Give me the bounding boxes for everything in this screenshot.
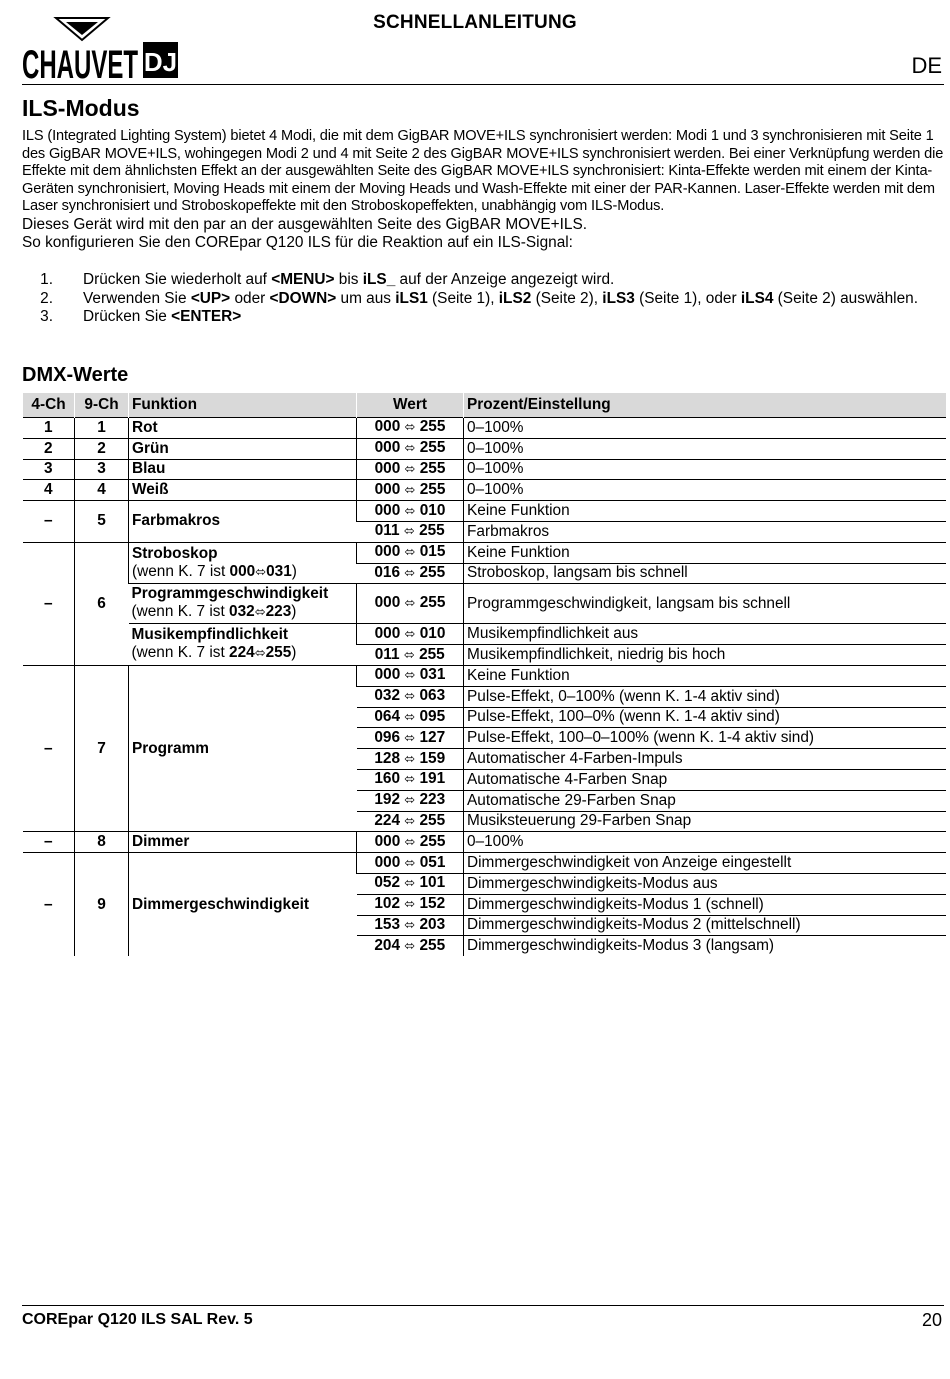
- value-to: 010: [419, 501, 446, 519]
- setting-cell: 0–100%: [464, 480, 947, 501]
- step-number: 2.: [40, 289, 53, 307]
- setting-cell: 0–100%: [464, 438, 947, 459]
- range-arrow-icon: ⬄: [404, 751, 416, 767]
- setting-cell: Musiksteuerung 29-Farben Snap: [464, 811, 947, 832]
- value-to: 255: [419, 563, 446, 581]
- step-number: 3.: [40, 308, 53, 326]
- function-cell: [129, 459, 357, 480]
- range-arrow-icon: ⬄: [404, 793, 416, 809]
- range-arrow-icon: ⬄: [404, 461, 416, 477]
- function-label: Blau: [132, 460, 166, 478]
- value-range-cell: [357, 936, 464, 956]
- channel-9ch-cell: 3: [75, 459, 129, 480]
- value-to: 223: [419, 791, 446, 809]
- value-range-cell: [357, 811, 464, 832]
- value-from: 000: [374, 853, 401, 871]
- value-to: 255: [419, 480, 446, 498]
- table-row: [23, 501, 947, 522]
- value-from: 064: [374, 707, 401, 725]
- value-from: 000: [374, 439, 401, 457]
- condition-to: 031: [266, 562, 292, 580]
- range-arrow-icon: ⬄: [404, 596, 416, 612]
- table-row: [23, 584, 947, 624]
- header-divider: [22, 84, 944, 85]
- channel-9ch-cell: 4: [75, 480, 129, 501]
- value-from: 000: [374, 480, 401, 498]
- value-range-cell: [357, 584, 464, 624]
- dmx-table-header: [23, 393, 947, 418]
- function-cell: [129, 480, 357, 501]
- channel-4ch-cell: –: [23, 832, 75, 853]
- range-arrow-icon: ⬄: [404, 897, 416, 913]
- value-to: 255: [419, 439, 446, 457]
- function-cell: [129, 438, 357, 459]
- condition-close: ): [291, 644, 297, 662]
- table-row: [23, 480, 947, 501]
- table-row: [23, 853, 947, 874]
- value-to: 095: [419, 707, 446, 725]
- page-number: 20: [921, 1310, 942, 1330]
- table-row: [23, 418, 947, 439]
- step-2: [22, 290, 944, 309]
- function-condition: [132, 563, 297, 580]
- table-row: [23, 624, 947, 645]
- setting-cell: 0–100%: [464, 832, 947, 853]
- value-from: 011: [374, 645, 400, 663]
- dmx-heading: DMX-Werte: [22, 364, 129, 386]
- setting-cell: Dimmergeschwindigkeits-Modus 1 (schnell): [464, 894, 947, 915]
- function-cell: [129, 832, 357, 853]
- function-label: Dimmer: [132, 833, 190, 851]
- setting-cell: Pulse-Effekt, 0–100% (wenn K. 1-4 aktiv sind): [464, 686, 947, 707]
- channel-9ch-cell: 1: [75, 418, 129, 439]
- step-1: [22, 271, 944, 290]
- range-arrow-icon: ⬄: [404, 482, 416, 498]
- channel-4ch-cell: 1: [23, 418, 75, 439]
- value-from: 011: [374, 522, 400, 540]
- value-to: 191: [419, 770, 446, 788]
- value-range-cell: [357, 480, 464, 501]
- value-from: 000: [374, 543, 401, 561]
- value-range-cell: [357, 769, 464, 790]
- value-to: 255: [419, 522, 445, 540]
- function-label: Stroboskop: [132, 544, 218, 562]
- channel-4ch-cell: –: [23, 501, 75, 543]
- value-range-cell: [357, 832, 464, 853]
- value-from: 000: [374, 666, 401, 684]
- range-arrow-icon: ⬄: [254, 646, 266, 662]
- column-header-9ch: 9-Ch: [75, 393, 129, 418]
- value-to: 010: [419, 624, 446, 642]
- range-arrow-icon: ⬄: [404, 441, 416, 457]
- ils-intro: [22, 128, 944, 253]
- ils-paragraph: ILS (Integrated Lighting System) bietet 4 Modi, die mit dem GigBAR MOVE+ILS synchronisiert werden: Modi 1 und 3 synchronisieren mit Seite 1 des GigBAR MOVE+ILS, wohingegen Modi 2 und 4 mit Seite 2 des GigBAR MOVE+ILS synchronisiert werden. Bei einer Verknüpfung werden die Effekte mit dem ähnlichsten Effekt an der ausgewählten Seite des GigBAR MOVE+ILS synchronisiert: Kinta-Effekte werden mit einem der Kinta-Geräten synchronisiert, Moving Heads mit einem der Moving Heads und Wash-Effekte mit einer der PAR-Kannen. Laser-Effekte werden mit dem Laser synchronisiert und Stroboskopeffekte mit den Stroboskopeffekten, unabhängig vom ILS-Modus.: [22, 128, 944, 215]
- value-range-cell: [357, 624, 464, 645]
- table-row: [23, 438, 947, 459]
- setting-cell: Keine Funktion: [464, 542, 947, 563]
- value-to: 127: [419, 728, 446, 746]
- value-from: 128: [374, 749, 401, 767]
- function-label: Weiß: [132, 481, 169, 499]
- setting-cell: Pulse-Effekt, 100–0% (wenn K. 1-4 aktiv sind): [464, 707, 947, 728]
- setting-cell: Automatische 4-Farben Snap: [464, 769, 947, 790]
- range-arrow-icon: ⬄: [404, 709, 416, 725]
- step-number: 1.: [40, 271, 53, 288]
- value-range-cell: [357, 521, 464, 542]
- value-from: 102: [374, 895, 401, 913]
- condition-to: 255: [265, 644, 292, 662]
- value-range-cell: [357, 501, 464, 522]
- function-cell: [129, 542, 357, 584]
- value-from: 000: [374, 459, 401, 477]
- function-label: Rot: [132, 418, 158, 436]
- setting-cell: Dimmergeschwindigkeits-Modus 2 (mittelschnell): [464, 915, 947, 936]
- column-header-setting: Prozent/Einstellung: [464, 393, 947, 418]
- range-arrow-icon: ⬄: [404, 565, 416, 581]
- function-cell: [129, 665, 357, 831]
- value-from: 204: [374, 936, 401, 954]
- function-condition: [132, 603, 297, 620]
- value-range-cell: [357, 459, 464, 480]
- step-3: [22, 308, 944, 327]
- condition-to: 223: [265, 603, 292, 621]
- svg-text:DJ: DJ: [143, 47, 178, 77]
- table-row: [23, 459, 947, 480]
- channel-4ch-cell: 3: [23, 459, 75, 480]
- channel-4ch-cell: –: [23, 665, 75, 831]
- range-arrow-icon: ⬄: [404, 668, 416, 684]
- value-from: 160: [374, 770, 401, 788]
- value-from: 000: [374, 418, 401, 436]
- value-from: 052: [374, 874, 401, 892]
- condition-text: (wenn K. 7 ist: [131, 644, 230, 662]
- channel-9ch-cell: 8: [75, 832, 129, 853]
- function-label: Dimmergeschwindigkeit: [132, 895, 310, 913]
- function-cell: [129, 853, 357, 956]
- value-range-cell: [357, 686, 464, 707]
- function-cell: [129, 624, 357, 666]
- footer-divider: [22, 1305, 944, 1306]
- condition-from: 000: [229, 562, 256, 580]
- setting-cell: Musikempfindlichkeit, niedrig bis hoch: [464, 645, 947, 666]
- function-label: Programmgeschwindigkeit: [131, 585, 329, 603]
- value-to: 255: [419, 418, 446, 436]
- channel-4ch-cell: –: [23, 542, 75, 665]
- value-range-cell: [357, 915, 464, 936]
- setting-cell: 0–100%: [464, 459, 947, 480]
- table-row: [23, 832, 947, 853]
- value-range-cell: [357, 418, 464, 439]
- channel-9ch-cell: 5: [75, 501, 129, 543]
- function-label: Farbmakros: [132, 512, 221, 530]
- range-arrow-icon: ⬄: [404, 938, 416, 954]
- value-from: 096: [374, 728, 401, 746]
- setting-cell: Keine Funktion: [464, 501, 947, 522]
- column-header-function: Funktion: [129, 393, 357, 418]
- range-arrow-icon: ⬄: [403, 647, 415, 663]
- condition-close: ): [291, 562, 297, 580]
- ils-heading: ILS-Modus: [22, 95, 140, 121]
- range-arrow-icon: ⬄: [403, 524, 415, 540]
- range-arrow-icon: ⬄: [404, 730, 416, 746]
- value-to: 255: [419, 459, 446, 477]
- function-cell: [129, 584, 357, 624]
- value-to: 015: [419, 543, 446, 561]
- value-from: 000: [374, 501, 401, 519]
- column-header-value: Wert: [357, 393, 464, 418]
- table-row: [23, 542, 947, 563]
- value-to: 255: [419, 832, 446, 850]
- value-to: 255: [419, 936, 446, 954]
- range-arrow-icon: ⬄: [404, 834, 416, 850]
- value-from: 153: [374, 915, 401, 933]
- setting-cell: Programmgeschwindigkeit, langsam bis schnell: [464, 584, 947, 624]
- value-from: 000: [374, 832, 401, 850]
- range-arrow-icon: ⬄: [404, 876, 416, 892]
- step-text: Drücken Sie wiederholt auf <MENU> bis iLS_ auf der Anzeige angezeigt wird.: [83, 271, 615, 288]
- table-row: [23, 665, 947, 686]
- range-arrow-icon: ⬄: [254, 605, 266, 621]
- ils-line-3: So konfigurieren Sie den COREpar Q120 ILS für die Reaktion auf ein ILS-Signal:: [22, 234, 573, 252]
- value-to: 101: [419, 874, 446, 892]
- range-arrow-icon: ⬄: [404, 420, 416, 436]
- value-to: 255: [419, 645, 445, 663]
- function-label: Musikempfindlichkeit: [131, 626, 288, 644]
- condition-from: 032: [229, 603, 255, 621]
- ils-line-2: Dieses Gerät wird mit den par an der ausgewählten Seite des GigBAR MOVE+ILS.: [22, 215, 588, 233]
- value-to: 203: [419, 915, 446, 933]
- value-to: 063: [419, 687, 446, 705]
- range-arrow-icon: ⬄: [404, 772, 416, 788]
- range-arrow-icon: ⬄: [404, 689, 416, 705]
- setting-cell: Musikempfindlichkeit aus: [464, 624, 947, 645]
- value-range-cell: [357, 728, 464, 749]
- setting-cell: Dimmergeschwindigkeits-Modus aus: [464, 873, 947, 894]
- channel-9ch-cell: 9: [75, 853, 129, 956]
- language-code: DE: [911, 53, 942, 78]
- channel-9ch-cell: 6: [75, 542, 129, 665]
- channel-9ch-cell: 7: [75, 665, 129, 831]
- value-range-cell: [357, 665, 464, 686]
- setting-cell: Dimmergeschwindigkeit von Anzeige eingestellt: [464, 853, 947, 874]
- condition-from: 224: [229, 644, 255, 662]
- value-range-cell: [357, 707, 464, 728]
- setting-cell: Dimmergeschwindigkeits-Modus 3 (langsam): [464, 936, 947, 956]
- value-range-cell: [357, 563, 464, 584]
- range-arrow-icon: ⬄: [404, 626, 416, 642]
- value-from: 032: [374, 687, 401, 705]
- setting-cell: Farbmakros: [464, 521, 947, 542]
- condition-text: (wenn K. 7 ist: [132, 562, 230, 580]
- function-cell: [129, 418, 357, 439]
- value-to: 152: [419, 895, 446, 913]
- channel-9ch-cell: 2: [75, 438, 129, 459]
- footer-document-title: COREpar Q120 ILS SAL Rev. 5: [22, 1311, 253, 1328]
- condition-text: (wenn K. 7 ist: [131, 603, 230, 621]
- value-to: 255: [419, 594, 446, 612]
- range-arrow-icon: ⬄: [255, 564, 267, 580]
- value-from: 192: [374, 791, 401, 809]
- range-arrow-icon: ⬄: [404, 813, 416, 829]
- value-range-cell: [357, 542, 464, 563]
- value-to: 051: [419, 853, 446, 871]
- value-range-cell: [357, 894, 464, 915]
- value-from: 000: [374, 594, 401, 612]
- ils-steps: [22, 271, 944, 327]
- condition-close: ): [291, 603, 297, 621]
- setting-cell: Automatische 29-Farben Snap: [464, 790, 947, 811]
- value-range-cell: [357, 873, 464, 894]
- value-range-cell: [357, 790, 464, 811]
- value-to: 031: [419, 666, 446, 684]
- range-arrow-icon: ⬄: [404, 545, 416, 561]
- function-cell: [129, 501, 357, 543]
- value-range-cell: [357, 645, 464, 666]
- function-label: Programm: [132, 739, 209, 757]
- setting-cell: 0–100%: [464, 418, 947, 439]
- function-label: Grün: [132, 439, 169, 457]
- setting-cell: Pulse-Effekt, 100–0–100% (wenn K. 1-4 aktiv sind): [464, 728, 947, 749]
- function-condition: [132, 644, 297, 661]
- value-range-cell: [357, 749, 464, 770]
- range-arrow-icon: ⬄: [404, 917, 416, 933]
- step-text: Drücken Sie <ENTER>: [83, 308, 242, 326]
- channel-4ch-cell: 2: [23, 438, 75, 459]
- channel-4ch-cell: 4: [23, 480, 75, 501]
- value-range-cell: [357, 438, 464, 459]
- range-arrow-icon: ⬄: [404, 855, 416, 871]
- channel-4ch-cell: –: [23, 853, 75, 956]
- value-from: 224: [374, 811, 401, 829]
- step-text: Verwenden Sie <UP> oder <DOWN> um aus iLS1 (Seite 1), iLS2 (Seite 2), iLS3 (Seite 1), oder iLS4 (Seite 2) auswählen.: [83, 289, 918, 307]
- svg-text:CHAUVET: CHAUVET: [22, 43, 138, 82]
- value-to: 159: [419, 749, 446, 767]
- page-header-title: SCHNELLANLEITUNG: [373, 12, 577, 33]
- value-to: 255: [419, 811, 446, 829]
- value-from: 016: [374, 563, 401, 581]
- setting-cell: Automatischer 4-Farben-Impuls: [464, 749, 947, 770]
- dmx-table: [22, 393, 946, 956]
- range-arrow-icon: ⬄: [404, 503, 416, 519]
- setting-cell: Stroboskop, langsam bis schnell: [464, 563, 947, 584]
- value-from: 000: [374, 624, 401, 642]
- value-range-cell: [357, 853, 464, 874]
- column-header-4ch: 4-Ch: [23, 393, 75, 418]
- setting-cell: Keine Funktion: [464, 665, 947, 686]
